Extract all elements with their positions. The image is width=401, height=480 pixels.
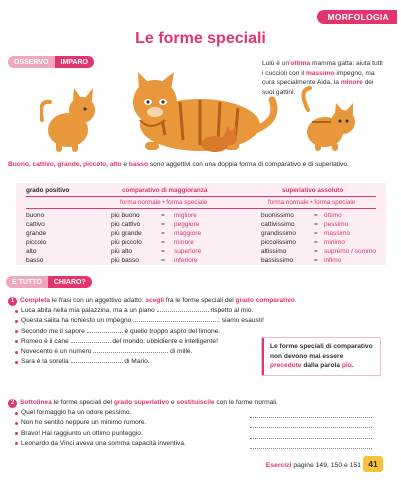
cell: cattivissimo — [261, 220, 295, 228]
col-superlative-normal — [261, 212, 296, 265]
sentence-end: di Mario. — [124, 358, 150, 366]
tutto-label: È TUTTO — [6, 276, 48, 288]
answer-line[interactable] — [250, 408, 372, 418]
story-text — [262, 59, 386, 97]
imparo-label: IMPARO — [55, 56, 94, 68]
list-item: Non ho sentito neppure un minimo rumore. — [15, 418, 393, 428]
list-item: Bravo! Hai raggiunto un ottimo punteggio. — [15, 429, 393, 439]
cell: infimo — [324, 256, 342, 264]
blank-field[interactable] — [93, 347, 168, 353]
sentence-start: Romeo è il cane — [21, 337, 69, 345]
cell: massimo — [324, 229, 351, 237]
blank-field[interactable] — [87, 327, 123, 333]
section-badge: MORFOLOGIA — [317, 10, 397, 24]
answer-line[interactable] — [250, 418, 372, 428]
cell: alto — [26, 247, 37, 255]
cell: più grande — [111, 229, 142, 237]
exercise-1-instruction — [8, 296, 393, 306]
sentence-start: Questa salita ha richiesto un impegno — [21, 317, 132, 325]
footer-label: Esercizi — [265, 462, 292, 469]
list-item: Leonardo da Vinci aveva una somma capacità inventiva. — [15, 439, 393, 449]
instr-bold: scegli — [145, 297, 165, 304]
instr-part: le forme speciali del — [51, 399, 114, 406]
note-part: dalla parola — [301, 362, 342, 369]
equals-sign: = — [161, 229, 165, 237]
instr-part: e — [169, 399, 177, 406]
cell: più basso — [111, 256, 139, 264]
cell: supremo / sommo — [324, 247, 377, 255]
cell: superiore — [174, 247, 202, 255]
table-rule — [26, 208, 376, 209]
list-item — [15, 306, 393, 316]
table-rule — [26, 196, 376, 197]
exercise-2-answer-lines — [250, 408, 372, 449]
sentence-start: Secondo me il sapore — [21, 327, 85, 335]
instr-bold: grado comparativo — [235, 297, 295, 304]
sentence-start: Novecento è un numero — [21, 348, 92, 356]
note-highlight: più — [341, 362, 352, 369]
instr-bold: grado superlativo — [113, 399, 170, 406]
story-highlight: massimo — [305, 69, 335, 77]
col-equals — [161, 212, 165, 265]
equals-sign: = — [161, 256, 165, 264]
equals-sign: = — [161, 212, 165, 219]
story-part: impegno, ma cura specialmente Aida, la — [262, 69, 375, 86]
equals-sign: = — [314, 220, 318, 228]
cell: più piccolo — [111, 238, 142, 246]
equals-sign: = — [314, 238, 318, 246]
story-highlight: minore — [340, 79, 363, 86]
tutto-chiaro-label — [6, 276, 92, 288]
chiaro-label: CHIARO? — [48, 276, 92, 288]
equals-sign: = — [161, 238, 165, 246]
equals-sign: = — [314, 256, 318, 264]
sub-comparative: forma normale • forma speciale — [120, 199, 208, 206]
cell: piccolo — [26, 238, 47, 246]
sentence-start: Luca abita nella mia palazzina, ma a un piano — [21, 307, 155, 315]
cell: più cattivo — [111, 220, 141, 228]
cell: minimo — [324, 238, 345, 246]
instr-part: . — [294, 297, 297, 304]
cell: buono — [26, 212, 45, 219]
cell: cattivo — [26, 220, 45, 228]
sentence-end: è quello troppo aspro del limone. — [124, 327, 221, 335]
intro-part: e — [121, 161, 129, 168]
intro-bold: Buono, cattivo, grande, piccolo, alto — [8, 161, 122, 168]
cell: piccolissimo — [261, 238, 297, 246]
sentence-end: del mondo: ubbidiente e intelligente! — [112, 337, 218, 345]
list-item — [15, 316, 393, 326]
story-highlight: ottima — [290, 60, 311, 67]
cell: altissimo — [261, 247, 287, 255]
cell: maggiore — [174, 229, 202, 237]
cell: buonissimo — [261, 212, 294, 219]
kitten-left-illustration — [41, 88, 95, 152]
sentence-end: di mille. — [170, 348, 193, 356]
instr-part: con le forme normali. — [214, 399, 279, 406]
blank-field[interactable] — [133, 316, 218, 322]
cell: più buono — [111, 212, 140, 219]
instr-part: le frasi con un aggettivo adatto: — [50, 297, 146, 304]
exercise-number: 2 — [8, 399, 17, 408]
cell: grande — [26, 229, 47, 237]
equals-sign: = — [161, 220, 165, 228]
story-part: dei suoi gattini. — [262, 79, 374, 96]
kitten-right-illustration — [303, 88, 355, 151]
intro-part: sono aggettivi con una doppia forma di comparativo e di superlativo. — [147, 161, 349, 168]
equals-sign: = — [314, 229, 318, 237]
header-comparative: comparativo di maggioranza — [122, 187, 208, 194]
equals-sign: = — [161, 247, 165, 255]
mother-cat-illustration — [133, 72, 274, 151]
cell: pessimo — [324, 220, 349, 228]
answer-line[interactable] — [250, 428, 372, 438]
note-highlight: precedute — [270, 362, 302, 369]
sentence-end: rispetto al mio. — [210, 307, 254, 315]
sentence-start: Sara è la sorella — [21, 358, 69, 366]
equals-sign: = — [314, 212, 318, 219]
instr-bold: Sottolinea — [20, 399, 52, 406]
col-comparative-special — [174, 212, 201, 265]
equals-sign: = — [314, 247, 318, 255]
instr-part: fra le forme speciali del — [164, 297, 236, 304]
cell: inferiore — [174, 256, 198, 264]
note-part: . — [351, 362, 354, 369]
sub-superlative: forma normale • forma speciale — [268, 199, 356, 206]
intro-bold: basso — [128, 161, 148, 168]
instr-bold: sostituiscile — [176, 399, 215, 406]
blank-field[interactable] — [71, 357, 123, 363]
note-part: Le forme speciali di comparativo non devono mai essere — [270, 343, 373, 360]
story-part: mamma gatta: aiuta tutti i cuccioli con il — [262, 60, 383, 77]
exercises-reference — [266, 462, 361, 469]
col-positive — [26, 212, 46, 265]
instr-bold: Completa — [20, 297, 51, 304]
cell: grandissimo — [261, 229, 297, 237]
cell: ottimo — [324, 212, 342, 219]
col-equals — [314, 212, 318, 265]
header-positive: grado positivo — [26, 187, 70, 194]
exercise-number: 1 — [8, 297, 17, 306]
blank-field[interactable] — [71, 337, 111, 343]
list-item: Quel formaggio ha un odore pessimo. — [15, 408, 393, 418]
list-item — [15, 327, 393, 337]
answer-line[interactable] — [250, 439, 372, 449]
col-comparative-normal — [111, 212, 142, 265]
observo-label: OSSERVO — [8, 56, 55, 68]
story-part: Lulù è un' — [262, 60, 291, 67]
col-superlative-special — [324, 212, 376, 265]
cell: basso — [26, 256, 44, 264]
footer-pages: pagine 149, 150 e 151 — [291, 462, 361, 469]
intro-text — [8, 160, 393, 170]
page-title: Le forme speciali — [135, 30, 266, 47]
page-number: 41 — [363, 456, 383, 472]
cell: peggiore — [174, 220, 200, 228]
blank-field[interactable] — [157, 306, 209, 312]
cell: bassissimo — [261, 256, 294, 264]
cell: più alto — [111, 247, 132, 255]
cell: migliore — [174, 212, 197, 219]
exercise-2-instruction — [8, 398, 393, 408]
cell: minore — [174, 238, 194, 246]
rule-note — [262, 338, 380, 375]
forms-table — [16, 183, 386, 265]
sentence-end: : siamo esausti! — [218, 317, 264, 325]
header-superlative: superlativo assoluto — [282, 187, 344, 194]
